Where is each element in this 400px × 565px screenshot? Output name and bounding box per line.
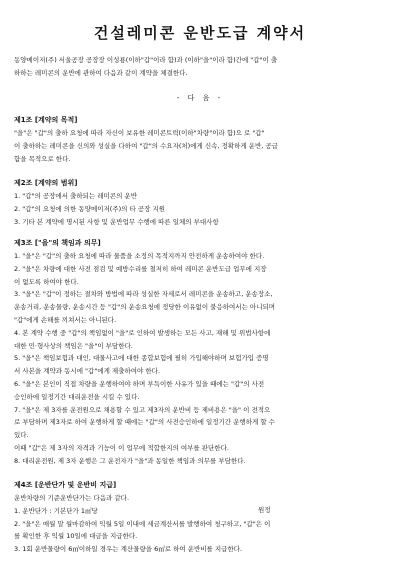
intro-paragraph: 동양메이저(주) 서울공장 공장장 이성룡(이하"갑"이라 함)과 (이하"을"이라 함)간에 "갑"이 출 하하는 레미콘의 운반에 관하여 다음과 같이 계약을 체결한다. — [14, 56, 278, 77]
article-3-body: 1. "을"은 "갑"의 출하 요청에 따라 물품을 소정의 목적지까지 안전하게 운송하여야 한다. 2. "을"은 차량에 대한 사전 점검 및 예방수리를 철저히 하여 레미콘 운반도급 업무에 지장 이 없도록 하여야 한다. 3. "을"은 "갑"이 정하는 절차와 방법에 따라 성실한 자세로서 레미콘을 운송하고, 운송장소, 운송거리, 운송물량, 운송시간 등 "갑"의 운송요청에 정당한 이유없이 불응하여서는 아니되며 "갑"에게 손해를 끼쳐서는 아니된다. 4. 본 계약 수행 중 "갑"의 책임없이 "을"로 인하여 발생하는 모든 사고, 재해 및 위법사항에 대한 민·형사상의 책임은 "을"이 부담한다. 5. "을"은 책임보험과 대인, 대물사고에 대한 종합보험에 필히 가입해야하며 보험가입 증명 서 사본을 계약과 동시에 "갑"에게 제출하여야 한다. 6. "을"은 본인이 직접 차량을 운행하여야 하며 부득이한 사유가 있을 때에는 "갑"의 사전 승인하에 일정기간 대리운전을 시킬 수 있다. 7. "을"은 제 3자를 운전원으로 채용할 수 있고 제3자의 운반비 등 제비용은 "을" 이 전적으 로 부담하며 제3자로 하여 운행하게 할 때에는 "갑"의 사전승인하에 일정기간 운행하게 할 수 있다. 이때 "갑"은 제 3자의 자격과 기능이 이 업무에 적합한지의 여부를 판단한다. 8. 대리운전원, 제 3자 운행은 그 운전자가 "을"과 동일한 책임과 의무를 부담한다. — [14, 252, 276, 465]
unit-price-suffix: 원정 — [258, 506, 271, 514]
article-1-title: 제1조 [계약의 목적] — [14, 116, 78, 124]
article-3-title: 제3조 ["을"의 책임과 의무] — [14, 239, 101, 247]
article-2-title: 제2조 [계약의 범위] — [14, 179, 78, 187]
article-4-title: 제4조 [운반단가 및 운반비 지급] — [14, 481, 117, 489]
section-divider: - 다 음 - — [176, 94, 224, 102]
article-2-body: 1. "갑"의 공장에서 출하되는 레미콘의 운반 2. "갑"의 요청에 의한 동양메이저(주)의 타 공장 지원 3. 기타 본 계약에 명시된 사항 및 운반업무 수행에 따른 일체의 부대사항 — [14, 192, 219, 226]
article-1-body: "을"은 "갑"의 출하 요청에 따라 자신이 보유한 레미콘트럭(이하"차량"이라 함)으 로 "갑" 이 출하하는 레미콘을 신의와 성실을 다하여 "갑"의 수요자(처)에게 신속, 정확하게 운반, 공급 함을 목적으로 한다. — [14, 129, 278, 163]
page-title: 건설레미콘 운반도급 계약서 — [93, 24, 307, 42]
article-4-body: 운반차량의 기준운반단가는 다음과 같다. 1. 운반단가 : 기본단가 1㎥당 2. "을"은 매월 말 월마감하여 익월 5일 이내에 세금계산서를 발행하여 청구하고, "갑"은 이 를 확인한 후 익월 10일에 대금을 지급한다. 3. 1회 운반물량이 6㎥이하일 경우는 계산물량을 6㎥로 하여 운반비를 지급한다. — [14, 494, 271, 554]
